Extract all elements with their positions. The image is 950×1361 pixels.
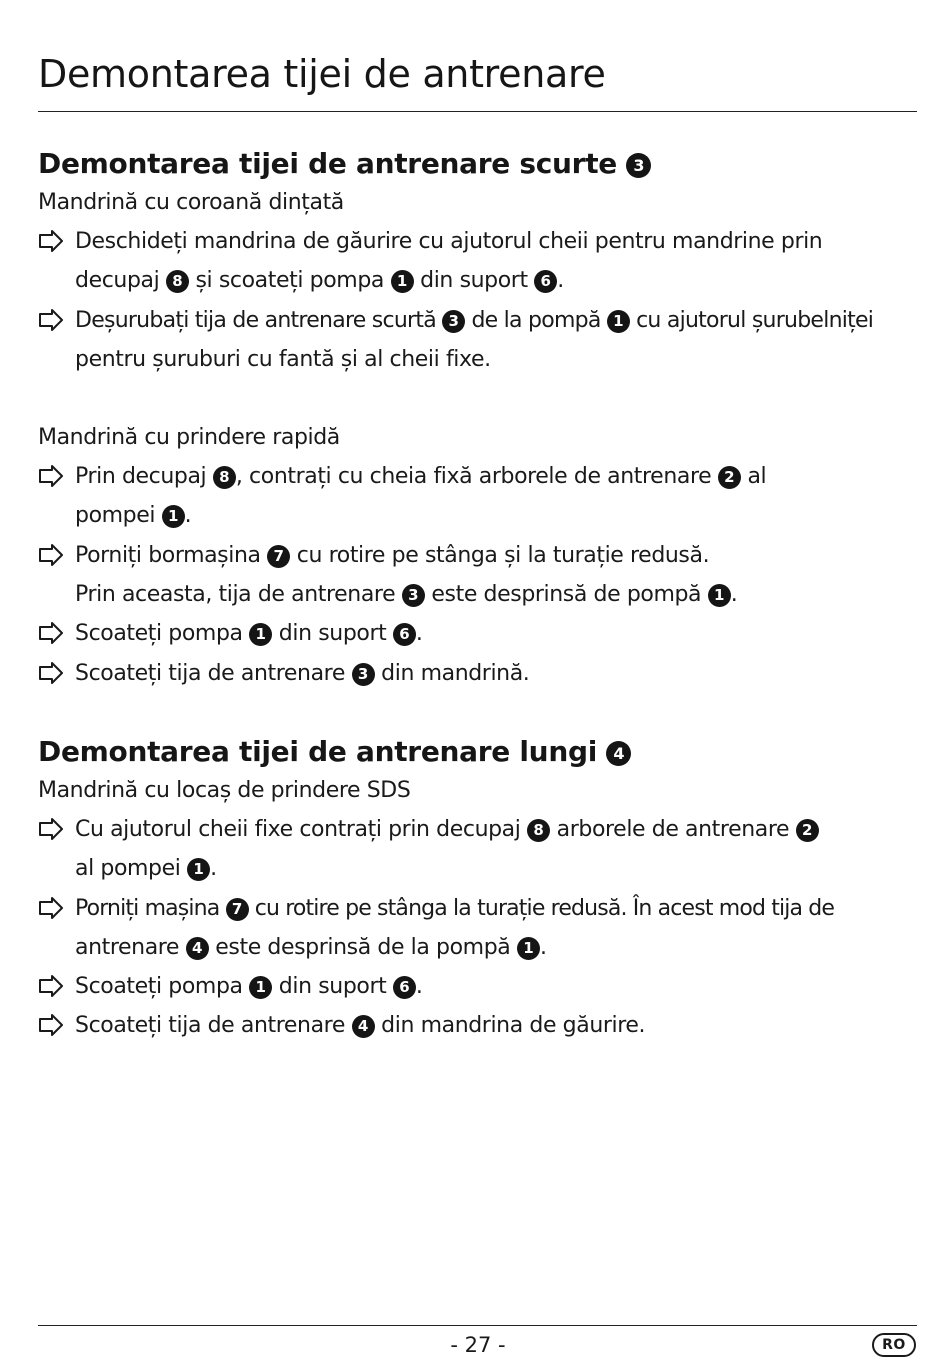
- reference-number: 3: [402, 584, 425, 607]
- step-text: din suport: [278, 974, 387, 1000]
- arrow-right-icon: [38, 230, 64, 252]
- step-text: .: [415, 621, 423, 647]
- list-item: [38, 1006, 918, 1045]
- section-heading: [38, 733, 918, 771]
- list-item: [38, 457, 918, 536]
- reference-number: 1: [607, 310, 630, 333]
- section-heading-text: Demontarea tijei de antrenare scurte: [38, 147, 617, 180]
- step-text: .: [210, 856, 217, 882]
- step-text: din mandrina de găurire.: [381, 1013, 646, 1039]
- step-text: Porniți bormașina: [75, 542, 261, 568]
- language-badge: RO: [872, 1333, 916, 1357]
- step-text: Prin aceasta, tija de antrenare: [75, 582, 396, 608]
- reference-number: 1: [391, 270, 414, 293]
- arrow-right-icon: [38, 662, 64, 684]
- page-title: Demontarea tijei de antrenare: [38, 52, 606, 96]
- section-short-rod: [38, 145, 918, 693]
- step-text: pentru șuruburi cu fantă și al cheii fixe.: [75, 346, 491, 372]
- reference-number: 6: [393, 976, 416, 999]
- section-long-rod: [38, 733, 918, 1046]
- step-text: și scoateți pompa: [195, 268, 384, 294]
- step-text: al: [747, 464, 767, 490]
- reference-number: 7: [267, 545, 290, 568]
- step-text: Scoateți tija de antrenare: [75, 660, 345, 686]
- step-text: de la pompă: [471, 307, 601, 333]
- list-item: [38, 614, 918, 653]
- section-heading-text: Demontarea tijei de antrenare lungi: [38, 735, 597, 768]
- step-text: cu rotire pe stânga la turație redusă. În acest mod tija de: [254, 895, 835, 921]
- step-text: Deschideți mandrina de găurire cu ajutorul cheii pentru mandrine prin: [75, 229, 823, 254]
- list-item: [38, 654, 918, 693]
- step-text: Scoateți pompa: [75, 621, 243, 647]
- step-text: decupaj: [75, 268, 160, 294]
- step-text: , contrați cu cheia fixă arborele de antrenare: [235, 464, 712, 490]
- group-subtitle: Mandrină cu locaș de prindere SDS: [38, 778, 411, 803]
- reference-number: 1: [517, 937, 540, 960]
- step-text: din suport: [420, 268, 528, 294]
- reference-number: 3: [442, 310, 465, 333]
- step-text: pompei: [75, 503, 156, 529]
- reference-number: 1: [187, 858, 210, 881]
- reference-number: 1: [249, 623, 272, 646]
- reference-number: 1: [708, 584, 731, 607]
- list-item: [38, 810, 918, 889]
- title-divider: [38, 111, 917, 112]
- arrow-right-icon: [38, 465, 64, 487]
- page-number: - 27 -: [450, 1333, 506, 1357]
- step-text: .: [730, 582, 738, 608]
- step-text: Deșurubați tija de antrenare scurtă: [75, 307, 436, 333]
- list-item: [38, 301, 918, 380]
- step-text: din suport: [278, 621, 387, 647]
- reference-number: 2: [796, 819, 819, 842]
- arrow-right-icon: [38, 544, 64, 566]
- reference-number: 1: [249, 976, 272, 999]
- step-text: Scoateți tija de antrenare: [75, 1013, 345, 1039]
- steps-list: [38, 810, 918, 1046]
- steps-list: [38, 457, 918, 693]
- group-subtitle: Mandrină cu coroană dințată: [38, 190, 344, 215]
- reference-number: 8: [527, 819, 550, 842]
- footer-divider: [38, 1325, 917, 1326]
- step-text: din mandrină.: [381, 660, 530, 686]
- step-text: Prin decupaj: [75, 464, 207, 490]
- reference-number: 8: [213, 466, 236, 489]
- reference-number: 8: [166, 270, 189, 293]
- step-text: .: [184, 503, 192, 529]
- reference-number: 4: [606, 741, 631, 766]
- arrow-right-icon: [38, 309, 64, 331]
- step-text: cu ajutorul șurubelniței: [636, 307, 874, 333]
- step-text: .: [415, 974, 423, 1000]
- step-text: este desprinsă de pompă: [431, 582, 702, 608]
- reference-number: 3: [626, 153, 651, 178]
- step-text: Cu ajutorul cheii fixe contrați prin decupaj: [75, 817, 521, 842]
- list-item: [38, 536, 918, 615]
- step-text: Scoateți pompa: [75, 974, 243, 1000]
- arrow-right-icon: [38, 622, 64, 644]
- reference-number: 1: [162, 505, 185, 528]
- reference-number: 6: [534, 270, 557, 293]
- step-text: al pompei: [75, 856, 181, 882]
- arrow-right-icon: [38, 975, 64, 997]
- reference-number: 2: [718, 466, 741, 489]
- reference-number: 3: [352, 663, 375, 686]
- reference-number: 4: [186, 937, 209, 960]
- list-item: [38, 222, 918, 301]
- step-text: .: [539, 934, 547, 960]
- list-item: [38, 967, 918, 1006]
- reference-number: 6: [393, 623, 416, 646]
- step-text: cu rotire pe stânga și la turație redusă.: [296, 542, 710, 568]
- arrow-right-icon: [38, 818, 64, 840]
- reference-number: 4: [352, 1015, 375, 1038]
- step-text: este desprinsă de la pompă: [215, 934, 511, 960]
- step-text: antrenare: [75, 934, 180, 960]
- group-subtitle: Mandrină cu prindere rapidă: [38, 425, 340, 451]
- arrow-right-icon: [38, 1014, 64, 1036]
- step-text: .: [557, 268, 564, 294]
- list-item: [38, 889, 918, 968]
- arrow-right-icon: [38, 897, 64, 919]
- section-heading: [38, 145, 918, 183]
- steps-list: [38, 222, 918, 379]
- step-text: Porniți mașina: [75, 895, 220, 921]
- reference-number: 7: [226, 898, 249, 921]
- step-text: arborele de antrenare: [556, 817, 790, 842]
